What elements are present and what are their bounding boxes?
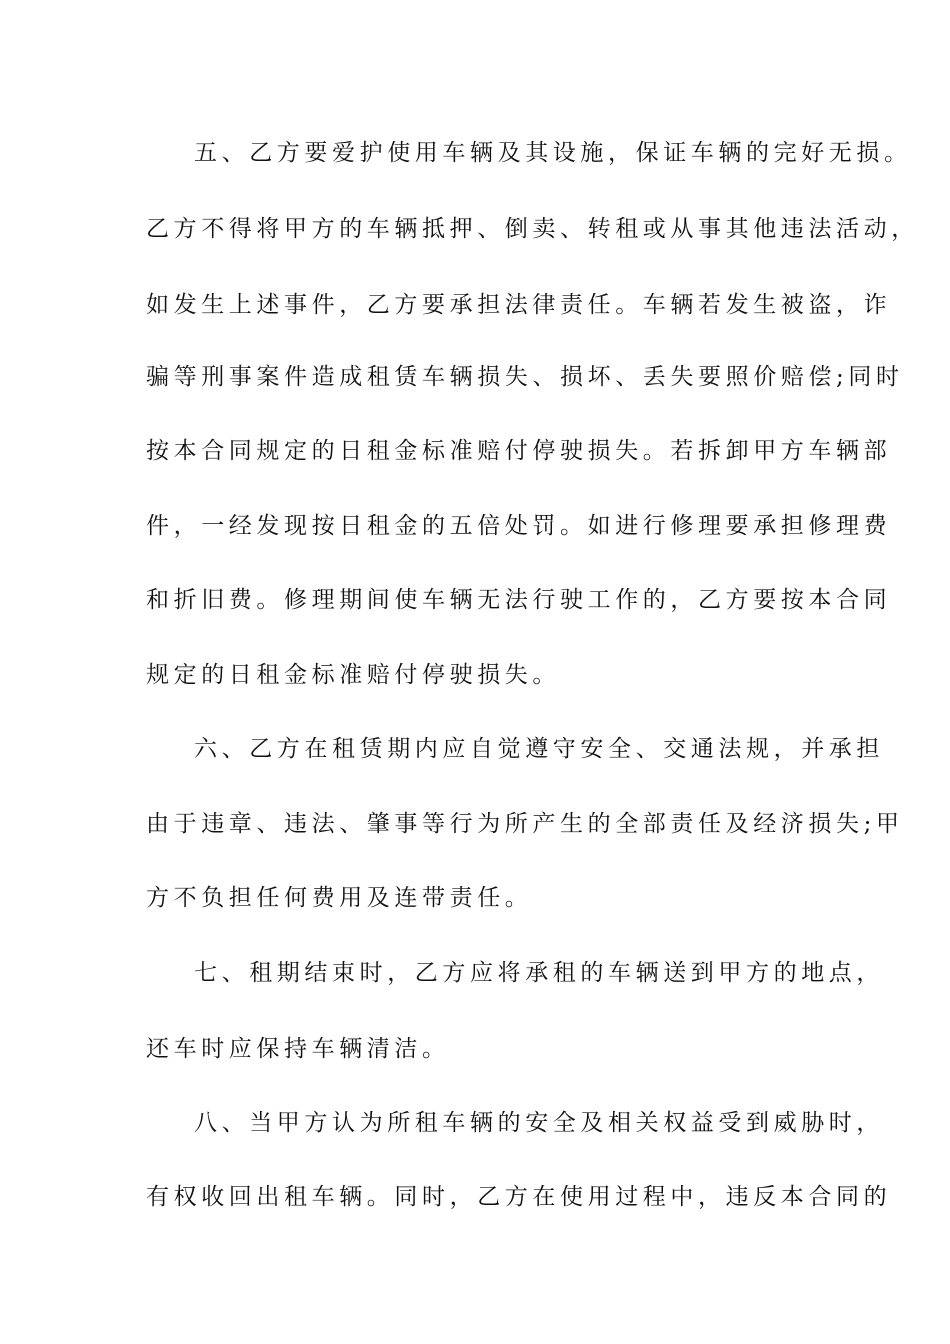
paragraph-8-line-2: 有权收回出租车辆。同时，乙方在使用过程中，违反本合同的 bbox=[146, 1184, 892, 1210]
paragraph-5-line-1: 五、乙方要爱护使用车辆及其设施，保证车辆的完好无损。 bbox=[194, 140, 912, 166]
paragraph-7-line-2: 还车时应保持车辆清洁。 bbox=[146, 1036, 450, 1062]
paragraph-6-line-3: 方不负担任何费用及连带责任。 bbox=[146, 885, 533, 911]
paragraph-5-line-3: 如发生上述事件，乙方要承担法律责任。车辆若发生被盗，诈 bbox=[146, 292, 892, 318]
paragraph-5-line-6: 件，一经发现按日租金的五倍处罚。如进行修理要承担修理费 bbox=[146, 513, 892, 539]
paragraph-6-line-1: 六、乙方在租赁期内应自觉遵守安全、交通法规，并承担 bbox=[194, 736, 884, 762]
paragraph-5-line-8: 规定的日租金标准赔付停驶损失。 bbox=[146, 662, 560, 688]
paragraph-8-line-1: 八、当甲方认为所租车辆的安全及相关权益受到威胁时， bbox=[194, 1110, 884, 1136]
paragraph-5-line-7: 和折旧费。修理期间使车辆无法行驶工作的，乙方要按本合同 bbox=[146, 587, 892, 613]
paragraph-5-line-4: 骗等刑事案件造成租赁车辆损失、损坏、丢失要照价赔偿;同时 bbox=[146, 364, 904, 390]
paragraph-5-line-2: 乙方不得将甲方的车辆抵押、倒卖、转租或从事其他违法活动， bbox=[146, 216, 919, 242]
paragraph-5-line-5: 按本合同规定的日租金标准赔付停驶损失。若拆卸甲方车辆部 bbox=[146, 438, 892, 464]
paragraph-6-line-2: 由于违章、违法、肇事等行为所产生的全部责任及经济损失;甲 bbox=[146, 811, 904, 837]
paragraph-7-line-1: 七、租期结束时，乙方应将承租的车辆送到甲方的地点， bbox=[194, 960, 884, 986]
